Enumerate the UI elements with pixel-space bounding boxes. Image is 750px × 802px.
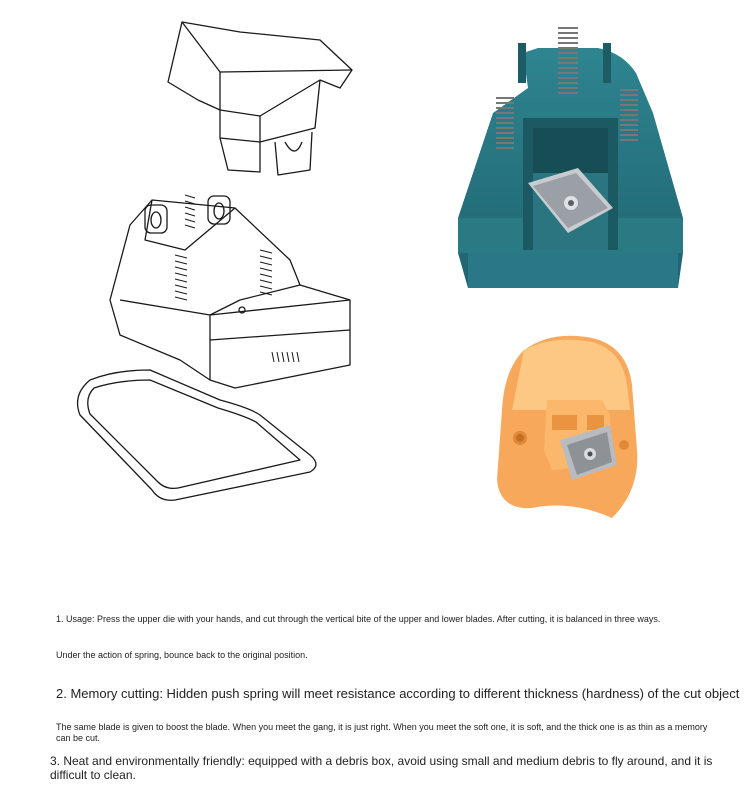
- blade-text: The same blade is given to boost the blade. When you meet the gang, it is just right. When you meet the soft one, it is soft, and the thick one is as thin as a memory can be cut.: [56, 722, 708, 743]
- teal-cutter-image: [448, 18, 693, 293]
- upper-die-drawing: [168, 22, 352, 175]
- spring-base-drawing: [110, 195, 350, 388]
- orange-cutter-image: [492, 330, 642, 525]
- eco-friendly-text: 3. Neat and environmentally friendly: equipped with a debris box, avoid using small and medium debris to fly around, and it is difficult to clean.: [50, 754, 713, 782]
- spring-text: Under the action of spring, bounce back to the original position.: [56, 650, 308, 660]
- debris-tray-drawing: [78, 370, 316, 500]
- exploded-line-drawing: [60, 10, 360, 510]
- memory-cutting-text: 2. Memory cutting: Hidden push spring will meet resistance according to different thickness (hardness) of the cut object: [56, 686, 740, 701]
- usage-text: 1. Usage: Press the upper die with your hands, and cut through the vertical bite of the upper and lower blades. After cutting, it is balanced in three ways.: [56, 614, 661, 624]
